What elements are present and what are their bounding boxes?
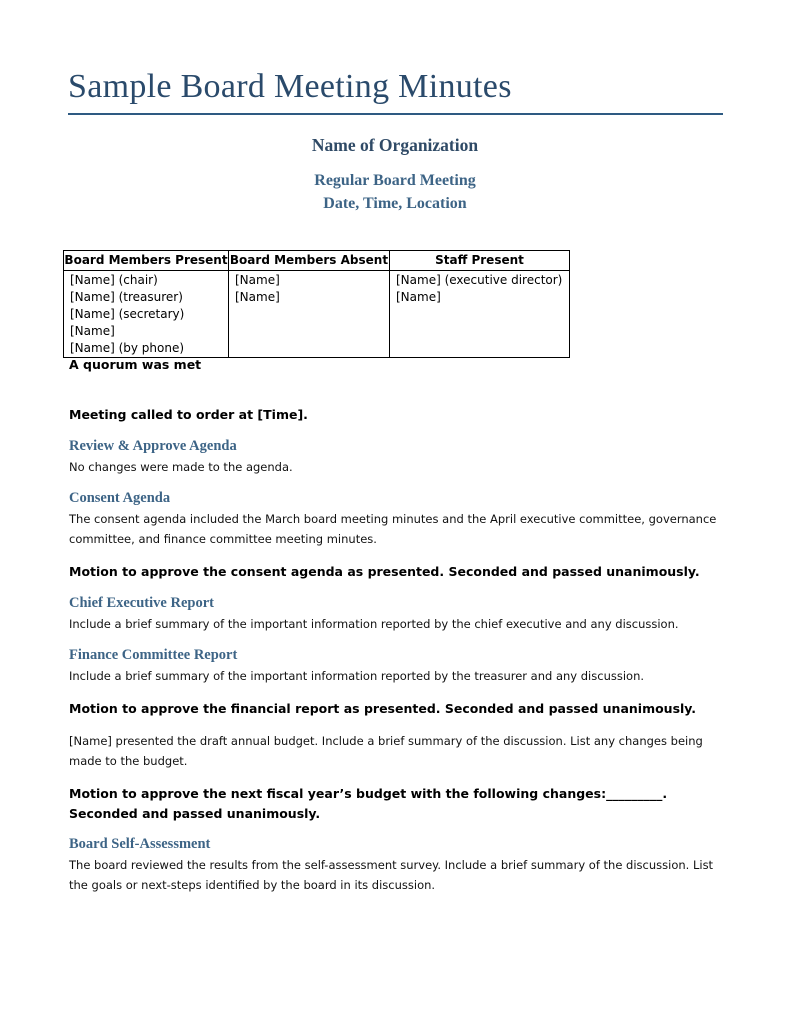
consent-motion: Motion to approve the consent agenda as presented. Seconded and passed unanimously. (69, 564, 700, 579)
title-underline (68, 113, 723, 115)
budget-motion: Motion to approve the next fiscal year’s budget with the following changes:_________. Seconded and passed unanimously. (69, 786, 668, 821)
called-to-order: Meeting called to order at [Time]. (69, 407, 308, 422)
staff-member: [Name] (396, 290, 441, 304)
financial-report-motion: Motion to approve the financial report as presented. Seconded and passed unanimously. (69, 701, 697, 716)
attendance-body-row (64, 271, 570, 358)
finance-report-heading: Finance Committee Report (69, 647, 238, 663)
quorum-statement: A quorum was met (69, 357, 202, 372)
present-member: [Name] (treasurer) (70, 290, 183, 304)
board-absent-cell (229, 271, 390, 358)
present-member: [Name] (secretary) (70, 307, 185, 321)
agenda-text: No changes were made to the agenda. (69, 460, 293, 474)
budget-text: [Name] presented the draft annual budget. Include a brief summary of the discussion. List any changes being made to the budget. (69, 734, 703, 768)
meeting-type: Regular Board Meeting (314, 172, 476, 189)
self-assessment-text: The board reviewed the results from the self-assessment survey. Include a brief summary of the discussion. List the goals or next-steps identified by the board in its discussion. (69, 858, 714, 892)
organization-name: Name of Organization (311, 135, 479, 155)
present-member: [Name] (chair) (70, 273, 158, 287)
header-board-absent: Board Members Absent (229, 251, 390, 271)
staff-present-cell (390, 271, 570, 358)
present-member: [Name] (by phone) (70, 341, 185, 355)
self-assessment-heading: Board Self-Assessment (69, 836, 211, 852)
date-time-location: Date, Time, Location (323, 195, 467, 212)
consent-agenda-text: The consent agenda included the March board meeting minutes and the April executive committee, governance committee, and finance committee meeting minutes. (69, 512, 717, 546)
consent-agenda-heading: Consent Agenda (69, 490, 171, 506)
ceo-report-heading: Chief Executive Report (69, 595, 214, 611)
document-title: Sample Board Meeting Minutes (68, 68, 512, 105)
header-staff-present: Staff Present (390, 251, 570, 271)
present-member: [Name] (70, 324, 115, 338)
agenda-heading: Review & Approve Agenda (69, 438, 237, 454)
staff-member: [Name] (executive director) (396, 273, 563, 287)
absent-member: [Name] (235, 273, 280, 287)
attendance-table (63, 250, 570, 358)
finance-report-text: Include a brief summary of the important information reported by the treasurer and any discussion. (69, 669, 645, 683)
attendance-header-row (64, 251, 570, 271)
ceo-report-text: Include a brief summary of the important information reported by the chief executive and any discussion. (69, 617, 679, 631)
absent-member: [Name] (235, 290, 280, 304)
board-present-cell (64, 271, 229, 358)
header-board-present: Board Members Present (64, 251, 229, 271)
